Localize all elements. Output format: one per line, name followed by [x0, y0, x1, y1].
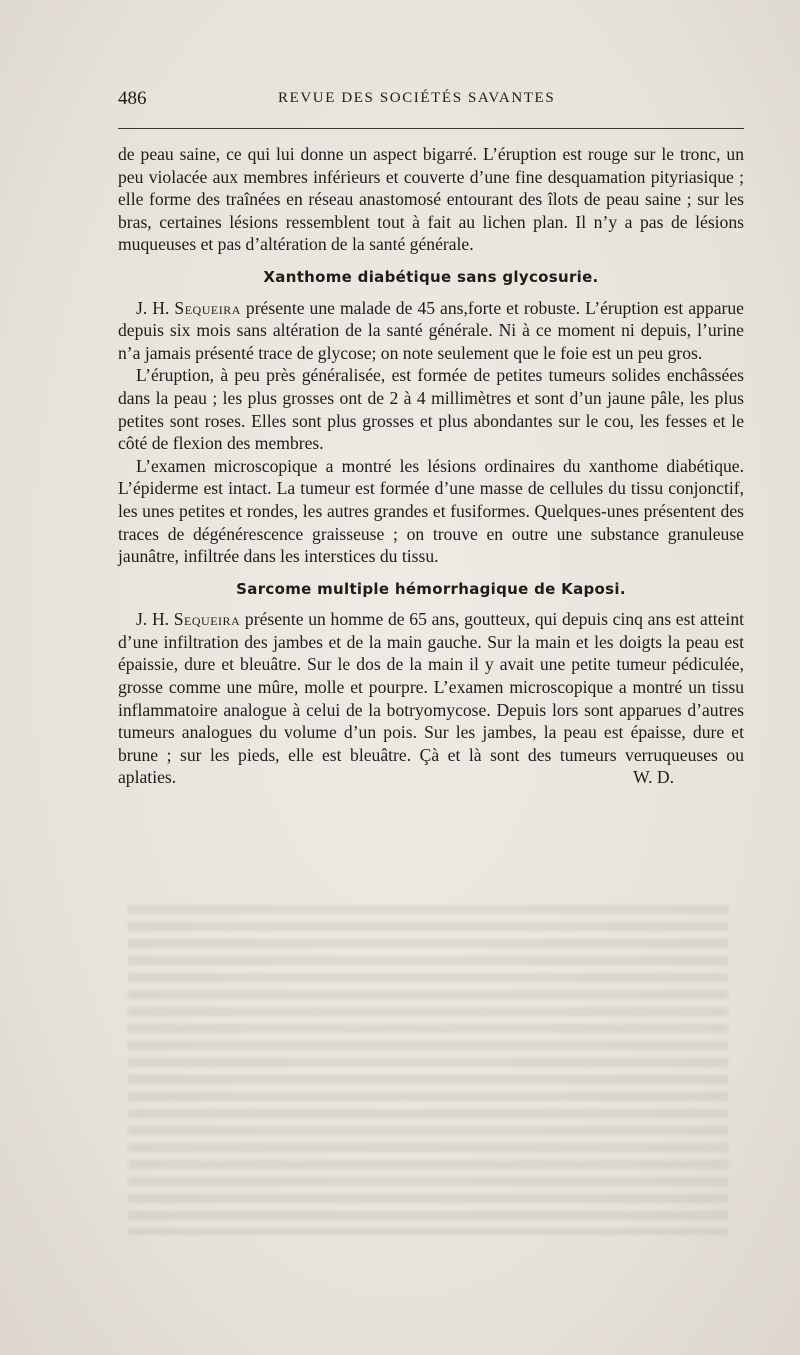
section1-paragraph-1 — [118, 297, 744, 365]
running-title: REVUE DES SOCIÉTÉS SAVANTES — [278, 90, 556, 106]
author-name: Sequeira — [174, 297, 241, 318]
show-through-text — [128, 905, 728, 1235]
paragraph-text: présente une malade de 45 ans,forte et robuste. L’éruption est apparue depuis six mois sans altération de la santé générale. Ni à ce moment ni depuis, l’urine n’a jamais présenté trace de glycose; on note seulement que le foie est un peu gros. — [118, 297, 744, 363]
intro-paragraph: de peau saine, ce qui lui donne un aspect bigarré. L’éruption est rouge sur le tronc, un peu violacée aux membres inférieurs et couverte d’une fine desquamation pityriasique ; elle forme des traînées en réseau anastomosé entourant des îlots de peau saine ; sur les bras, certaines lésions ressemblent tout à fait au lichen plan. Il n’y a pas de lésions muqueuses et pas d’altération de la santé générale. — [118, 144, 744, 255]
author-name: Sequeira — [173, 609, 241, 630]
section1-paragraph-2: L’éruption, à peu près généralisée, est formée de petites tumeurs solides enchâssées dans la peau ; les plus grosses ont de 2 à 4 millimètres et sont d’un jaune pâle, les plus petites sont roses. Elles sont plus grosses et plus abondantes sur le cou, les fesses et le côté de flexion des membres. — [118, 365, 744, 454]
author-initials: J. H. — [136, 297, 170, 318]
section-heading-kaposi: Sarcome multiple hémorrhagique de Kaposi. — [236, 579, 626, 598]
page-number: 486 — [118, 88, 147, 109]
page-header — [118, 88, 744, 118]
signature: W. D. — [633, 767, 674, 788]
author-initials: J. H. — [136, 609, 170, 630]
section2-paragraph-1 — [118, 608, 744, 789]
header-rule — [118, 128, 744, 129]
paragraph-text: présente un homme de 65 ans, goutteux, qui depuis cinq ans est atteint d’une infiltration des jambes et de la main gauche. Sur la main et les doigts la peau est épaissie, dure et bleuâtre. Sur le dos de la main il y avait une petite tumeur pédiculée, grosse comme une mûre, molle et pourpre. L’examen microscopique a montré un tissu inflammatoire analogue à celui de la botryomycose. Depuis lors sont apparues d’autres tumeurs analogues du volume d’un pois. Sur les jambes, la peau est épaisse, dure et brune ; sur les pieds, elle est bleuâtre. Çà et là sont des tumeurs verruqueuses ou aplaties. — [118, 609, 744, 788]
section1-paragraph-3: L’examen microscopique a montré les lésions ordinaires du xanthome diabétique. L’épiderme est intact. La tumeur est formée d’une masse de cellules du tissu conjonctif, les unes petites et rondes, les autres grandes et fusiformes. Quelques-unes présentent des traces de dégénérescence graisseuse ; on trouve en outre une substance granuleuse jaunâtre, infiltrée dans les interstices du tissu. — [118, 455, 744, 567]
section-heading-xanthome: Xanthome diabétique sans glycosurie. — [263, 267, 599, 286]
article-body — [118, 143, 744, 789]
